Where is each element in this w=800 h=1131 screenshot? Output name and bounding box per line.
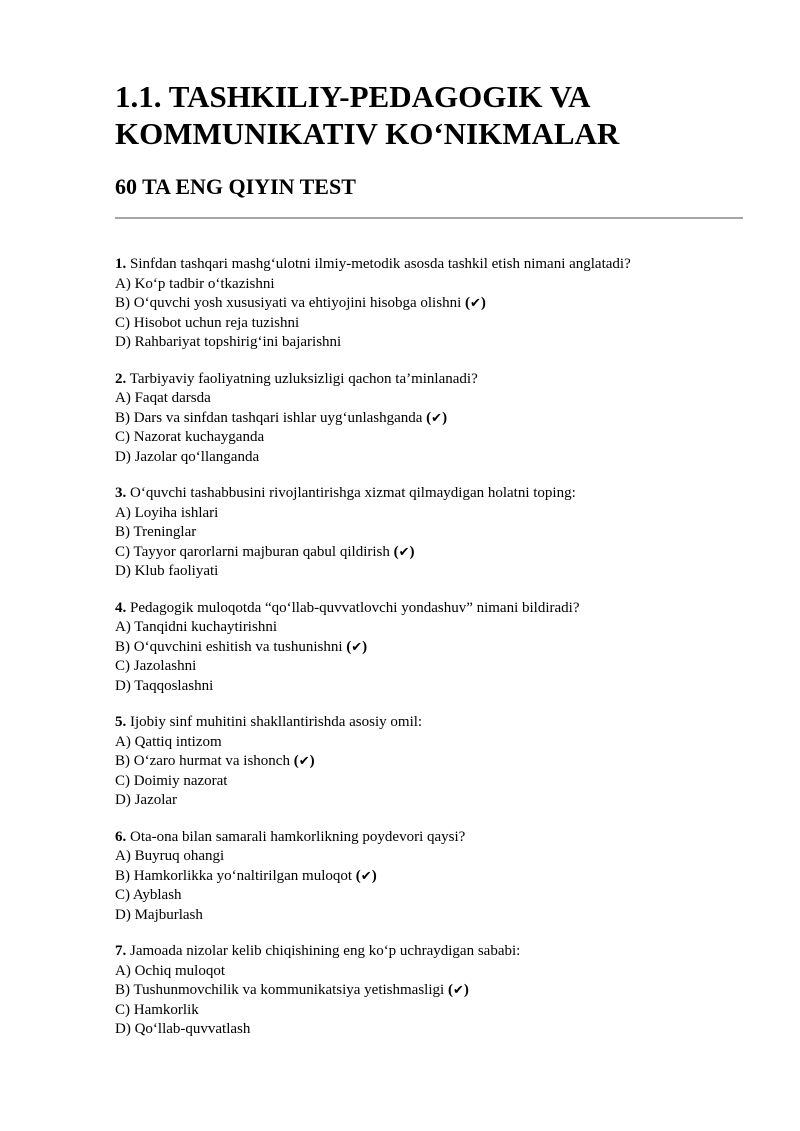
answer-option-text: B) O‘zaro hurmat va ishonch xyxy=(115,753,294,769)
question-prompt: Ijobiy sinf muhitini shakllantirishda asosiy omil: xyxy=(126,714,423,730)
answer-option-text: D) Majburlash xyxy=(115,906,203,923)
answer-option-text: C) Nazorat kuchayganda xyxy=(115,429,265,445)
question-number: 3. xyxy=(115,485,127,501)
answer-option-text: B) Hamkorlikka yo‘naltirilgan muloqot xyxy=(115,867,356,884)
answer-option-text: C) Jazolashni xyxy=(115,658,197,674)
title-line-2: KOMMUNIKATIV KO‘NIKMALAR xyxy=(115,116,620,151)
answer-option-text: A) Tanqidni kuchaytirishni xyxy=(115,619,277,635)
answer-option xyxy=(115,543,743,563)
question-block xyxy=(115,370,743,468)
answer-option-text: A) Loyiha ishlari xyxy=(115,504,219,521)
answer-option xyxy=(115,886,743,906)
answer-option xyxy=(115,275,743,295)
answer-option xyxy=(115,847,743,867)
answer-option xyxy=(115,791,743,811)
correct-answer-marker: (✔) xyxy=(447,982,469,998)
answer-option-text: B) Dars va sinfdan tashqari ishlar uyg‘unlashganda xyxy=(115,409,427,426)
answer-option-text: D) Jazolar qo‘llanganda xyxy=(115,448,260,465)
answer-option xyxy=(115,409,743,429)
header-divider xyxy=(115,217,743,219)
question-number: 1. xyxy=(115,256,127,272)
question-block xyxy=(115,255,743,353)
answer-option xyxy=(115,448,743,468)
answer-option-text: A) Buyruq ohangi xyxy=(115,848,225,864)
answer-option-text: B) O‘quvchini eshitish va tushunishni xyxy=(115,638,347,655)
question-list xyxy=(115,255,743,1040)
answer-option-text: A) Ko‘p tadbir o‘tkazishni xyxy=(115,275,275,292)
answer-option xyxy=(115,981,743,1001)
answer-option xyxy=(115,314,743,334)
correct-answer-marker: (✔) xyxy=(346,638,368,655)
correct-answer-marker: (✔) xyxy=(426,409,448,426)
correct-answer-marker: (✔) xyxy=(464,295,486,311)
question-number: 7. xyxy=(115,943,127,959)
answer-option-text: C) Doimiy nazorat xyxy=(115,772,228,789)
answer-option-text: B) Treninglar xyxy=(115,524,197,540)
answer-option xyxy=(115,752,743,772)
correct-answer-marker: (✔) xyxy=(393,543,415,560)
answer-option xyxy=(115,618,743,638)
checkmark-icon: ✔ xyxy=(298,754,310,769)
question-number: 2. xyxy=(115,370,127,387)
question-prompt: Tarbiyaviy faoliyatning uzluksizligi qachon ta’minlanadi? xyxy=(126,370,478,387)
answer-option-text: D) Qo‘llab-quvvatlash xyxy=(115,1021,251,1037)
question-number: 6. xyxy=(115,828,127,845)
question-prompt: Sinfdan tashqari mashg‘ulotni ilmiy-metodik asosda tashkil etish nimani anglatadi? xyxy=(126,256,631,272)
question-number: 4. xyxy=(115,599,127,616)
question-text xyxy=(115,370,743,390)
answer-option xyxy=(115,733,743,753)
checkmark-icon: ✔ xyxy=(398,544,410,560)
document-page xyxy=(115,78,743,1057)
answer-option-text: D) Klub faoliyati xyxy=(115,563,219,579)
answer-option-text: D) Taqqoslashni xyxy=(115,677,214,694)
question-prompt: Ota-ona bilan samarali hamkorlikning poydevori qaysi? xyxy=(126,828,466,845)
question-prompt: Pedagogik muloqotda “qo‘llab-quvvatlovchi yondashuv” nimani bildiradi? xyxy=(126,599,580,616)
question-prompt: O‘quvchi tashabbusini rivojlantirishga xizmat qilmaydigan holatni toping: xyxy=(126,485,576,501)
question-text xyxy=(115,255,743,275)
answer-option-text: B) O‘quvchi yosh xususiyati va ehtiyojini hisobga olishni xyxy=(115,295,465,311)
answer-option xyxy=(115,867,743,887)
answer-option-text: D) Rahbariyat topshirig‘ini bajarishni xyxy=(115,334,342,350)
question-block xyxy=(115,484,743,582)
answer-option-text: C) Hamkorlik xyxy=(115,1001,199,1018)
answer-option xyxy=(115,428,743,448)
answer-option-text: C) Tayyor qarorlarni majburan qabul qildirish xyxy=(115,543,394,560)
question-text xyxy=(115,713,743,733)
answer-option xyxy=(115,657,743,677)
answer-option-text: C) Hisobot uchun reja tuzishni xyxy=(115,314,300,331)
question-block xyxy=(115,599,743,697)
answer-option xyxy=(115,638,743,658)
answer-option xyxy=(115,677,743,697)
checkmark-icon: ✔ xyxy=(469,296,481,311)
answer-option xyxy=(115,906,743,926)
question-text xyxy=(115,599,743,619)
answer-option xyxy=(115,523,743,543)
answer-option xyxy=(115,962,743,982)
checkmark-icon: ✔ xyxy=(452,983,464,998)
question-prompt: Jamoada nizolar kelib chiqishining eng ko‘p uchraydigan sababi: xyxy=(126,943,521,959)
answer-option xyxy=(115,294,743,314)
answer-option-text: A) Faqat darsda xyxy=(115,390,211,406)
question-text xyxy=(115,828,743,848)
answer-option-text: B) Tushunmovchilik va kommunikatsiya yetishmasligi xyxy=(115,982,448,998)
title-line-1: 1.1. TASHKILIY-PEDAGOGIK VA xyxy=(115,79,591,114)
question-block xyxy=(115,828,743,926)
page-title xyxy=(115,78,743,152)
answer-option-text: C) Ayblash xyxy=(115,887,182,903)
checkmark-icon: ✔ xyxy=(360,868,372,884)
checkmark-icon: ✔ xyxy=(351,639,363,655)
question-text xyxy=(115,942,743,962)
answer-option-text: A) Ochiq muloqot xyxy=(115,962,225,979)
answer-option xyxy=(115,1001,743,1021)
answer-option-text: D) Jazolar xyxy=(115,792,178,808)
question-number: 5. xyxy=(115,714,127,730)
answer-option xyxy=(115,772,743,792)
checkmark-icon: ✔ xyxy=(431,410,443,426)
answer-option xyxy=(115,333,743,353)
correct-answer-marker: (✔) xyxy=(355,867,377,884)
answer-option xyxy=(115,562,743,582)
question-block xyxy=(115,713,743,811)
answer-option-text: A) Qattiq intizom xyxy=(115,733,222,750)
question-text xyxy=(115,484,743,504)
answer-option xyxy=(115,504,743,524)
correct-answer-marker: (✔) xyxy=(293,753,315,769)
page-subtitle: 60 TA ENG QIYIN TEST xyxy=(115,174,356,199)
answer-option xyxy=(115,389,743,409)
question-block xyxy=(115,942,743,1040)
answer-option xyxy=(115,1020,743,1040)
